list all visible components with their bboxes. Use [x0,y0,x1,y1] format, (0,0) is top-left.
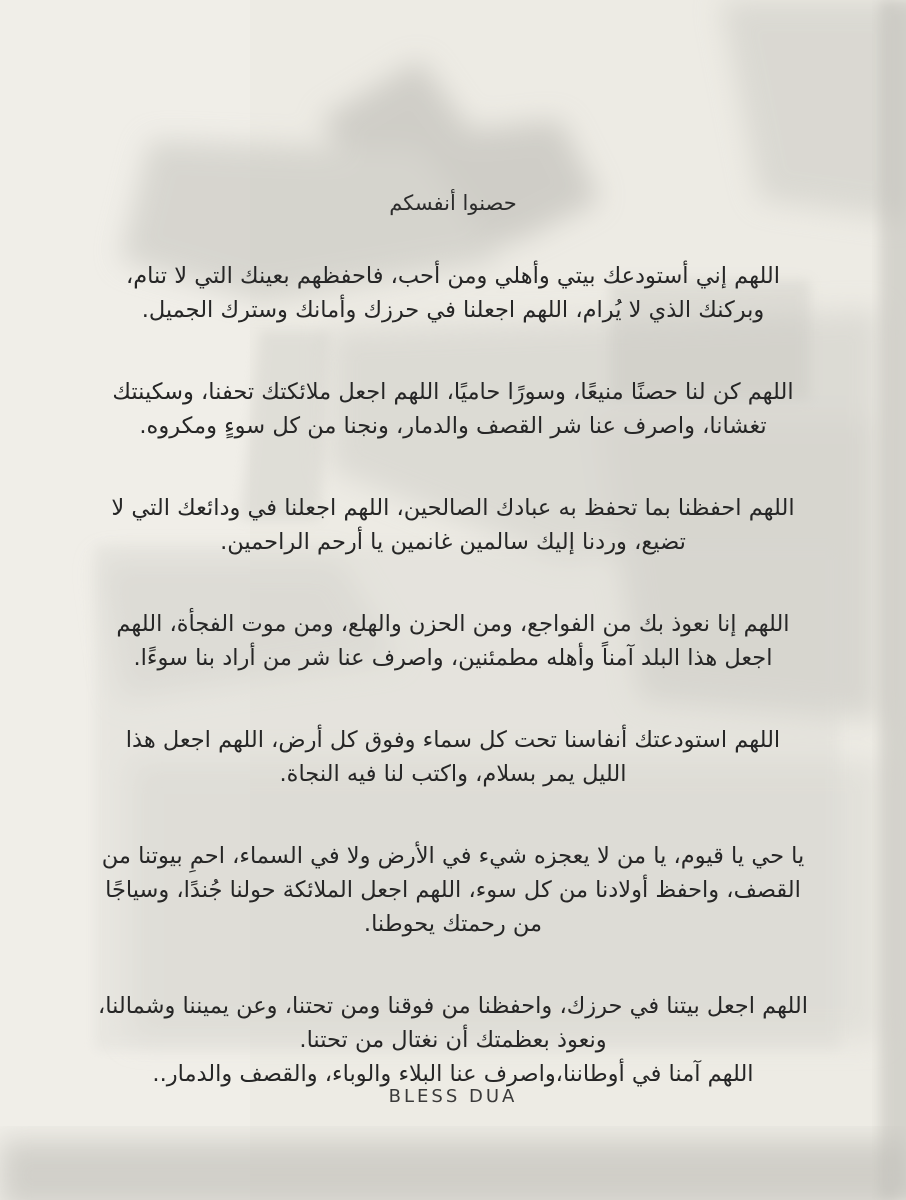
dua-text-block [60,188,846,1139]
footer-signature: BLESS DUA [388,1086,518,1107]
paragraph-line: القصف، واحفظ أولادنا من كل سوء، اللهم اجعل الملائكة حولنا جُندًا، وسياجًا [105,877,801,903]
paragraph-line: اللهم إنا نعوذ بك من الفواجع، ومن الحزن والهلع، ومن موت الفجأة، اللهم [116,611,790,637]
paragraph-line: تغشانا، واصرف عنا شر القصف والدمار، ونجنا من كل سوءٍ ومكروه. [139,413,767,439]
paragraph-line: يا حي يا قيوم، يا من لا يعجزه شيء في الأرض ولا في السماء، احمِ بيوتنا من [101,843,805,869]
paragraph-5 [60,723,846,791]
paragraph-line: اللهم إني أستودعك بيتي وأهلي ومن أحب، فاحفظهم بعينك التي لا تنام، [125,263,781,289]
paragraph-line: اللهم كن لنا حصنًا منيعًا، وسورًا حاميًا، اللهم اجعل ملائكتك تحفنا، وسكينتك [112,379,794,405]
paragraph-line: اللهم آمنا في أوطاننا،واصرف عنا البلاء والوباء، والقصف والدمار.. [152,1061,754,1087]
paragraph-line: اللهم احفظنا بما تحفظ به عبادك الصالحين، اللهم اجعلنا في ودائعك التي لا [111,495,795,521]
paragraph-line: اللهم استودعتك أنفاسنا تحت كل سماء وفوق كل أرض، اللهم اجعل هذا [125,727,781,753]
paragraph-line: ونعوذ بعظمتك أن نغتال من تحتنا. [299,1027,607,1053]
paragraph-6 [60,839,846,941]
paragraph-line: الليل يمر بسلام، واكتب لنا فيه النجاة. [279,761,627,787]
paragraph-line: اللهم اجعل بيتنا في حرزك، واحفظنا من فوقنا ومن تحتنا، وعن يميننا وشمالنا، [97,993,809,1019]
paragraph-line: اجعل هذا البلد آمناً وأهله مطمئنين، واصرف عنا شر من أراد بنا سوءًا. [133,645,773,671]
paragraph-line: تضيع، وردنا إليك سالمين غانمين يا أرحم الراحمين. [220,529,686,555]
page-title: حصنوا أنفسكم [389,191,517,215]
paragraph-line: وبركنك الذي لا يُرام، اللهم اجعلنا في حرزك وأمانك وسترك الجميل. [141,297,765,323]
paragraph-3 [60,491,846,559]
paragraph-4 [60,607,846,675]
paragraph-1 [60,259,846,327]
paragraph-line: من رحمتك يحوطنا. [363,911,543,937]
paragraph-7 [60,989,846,1091]
paragraph-2 [60,375,846,443]
